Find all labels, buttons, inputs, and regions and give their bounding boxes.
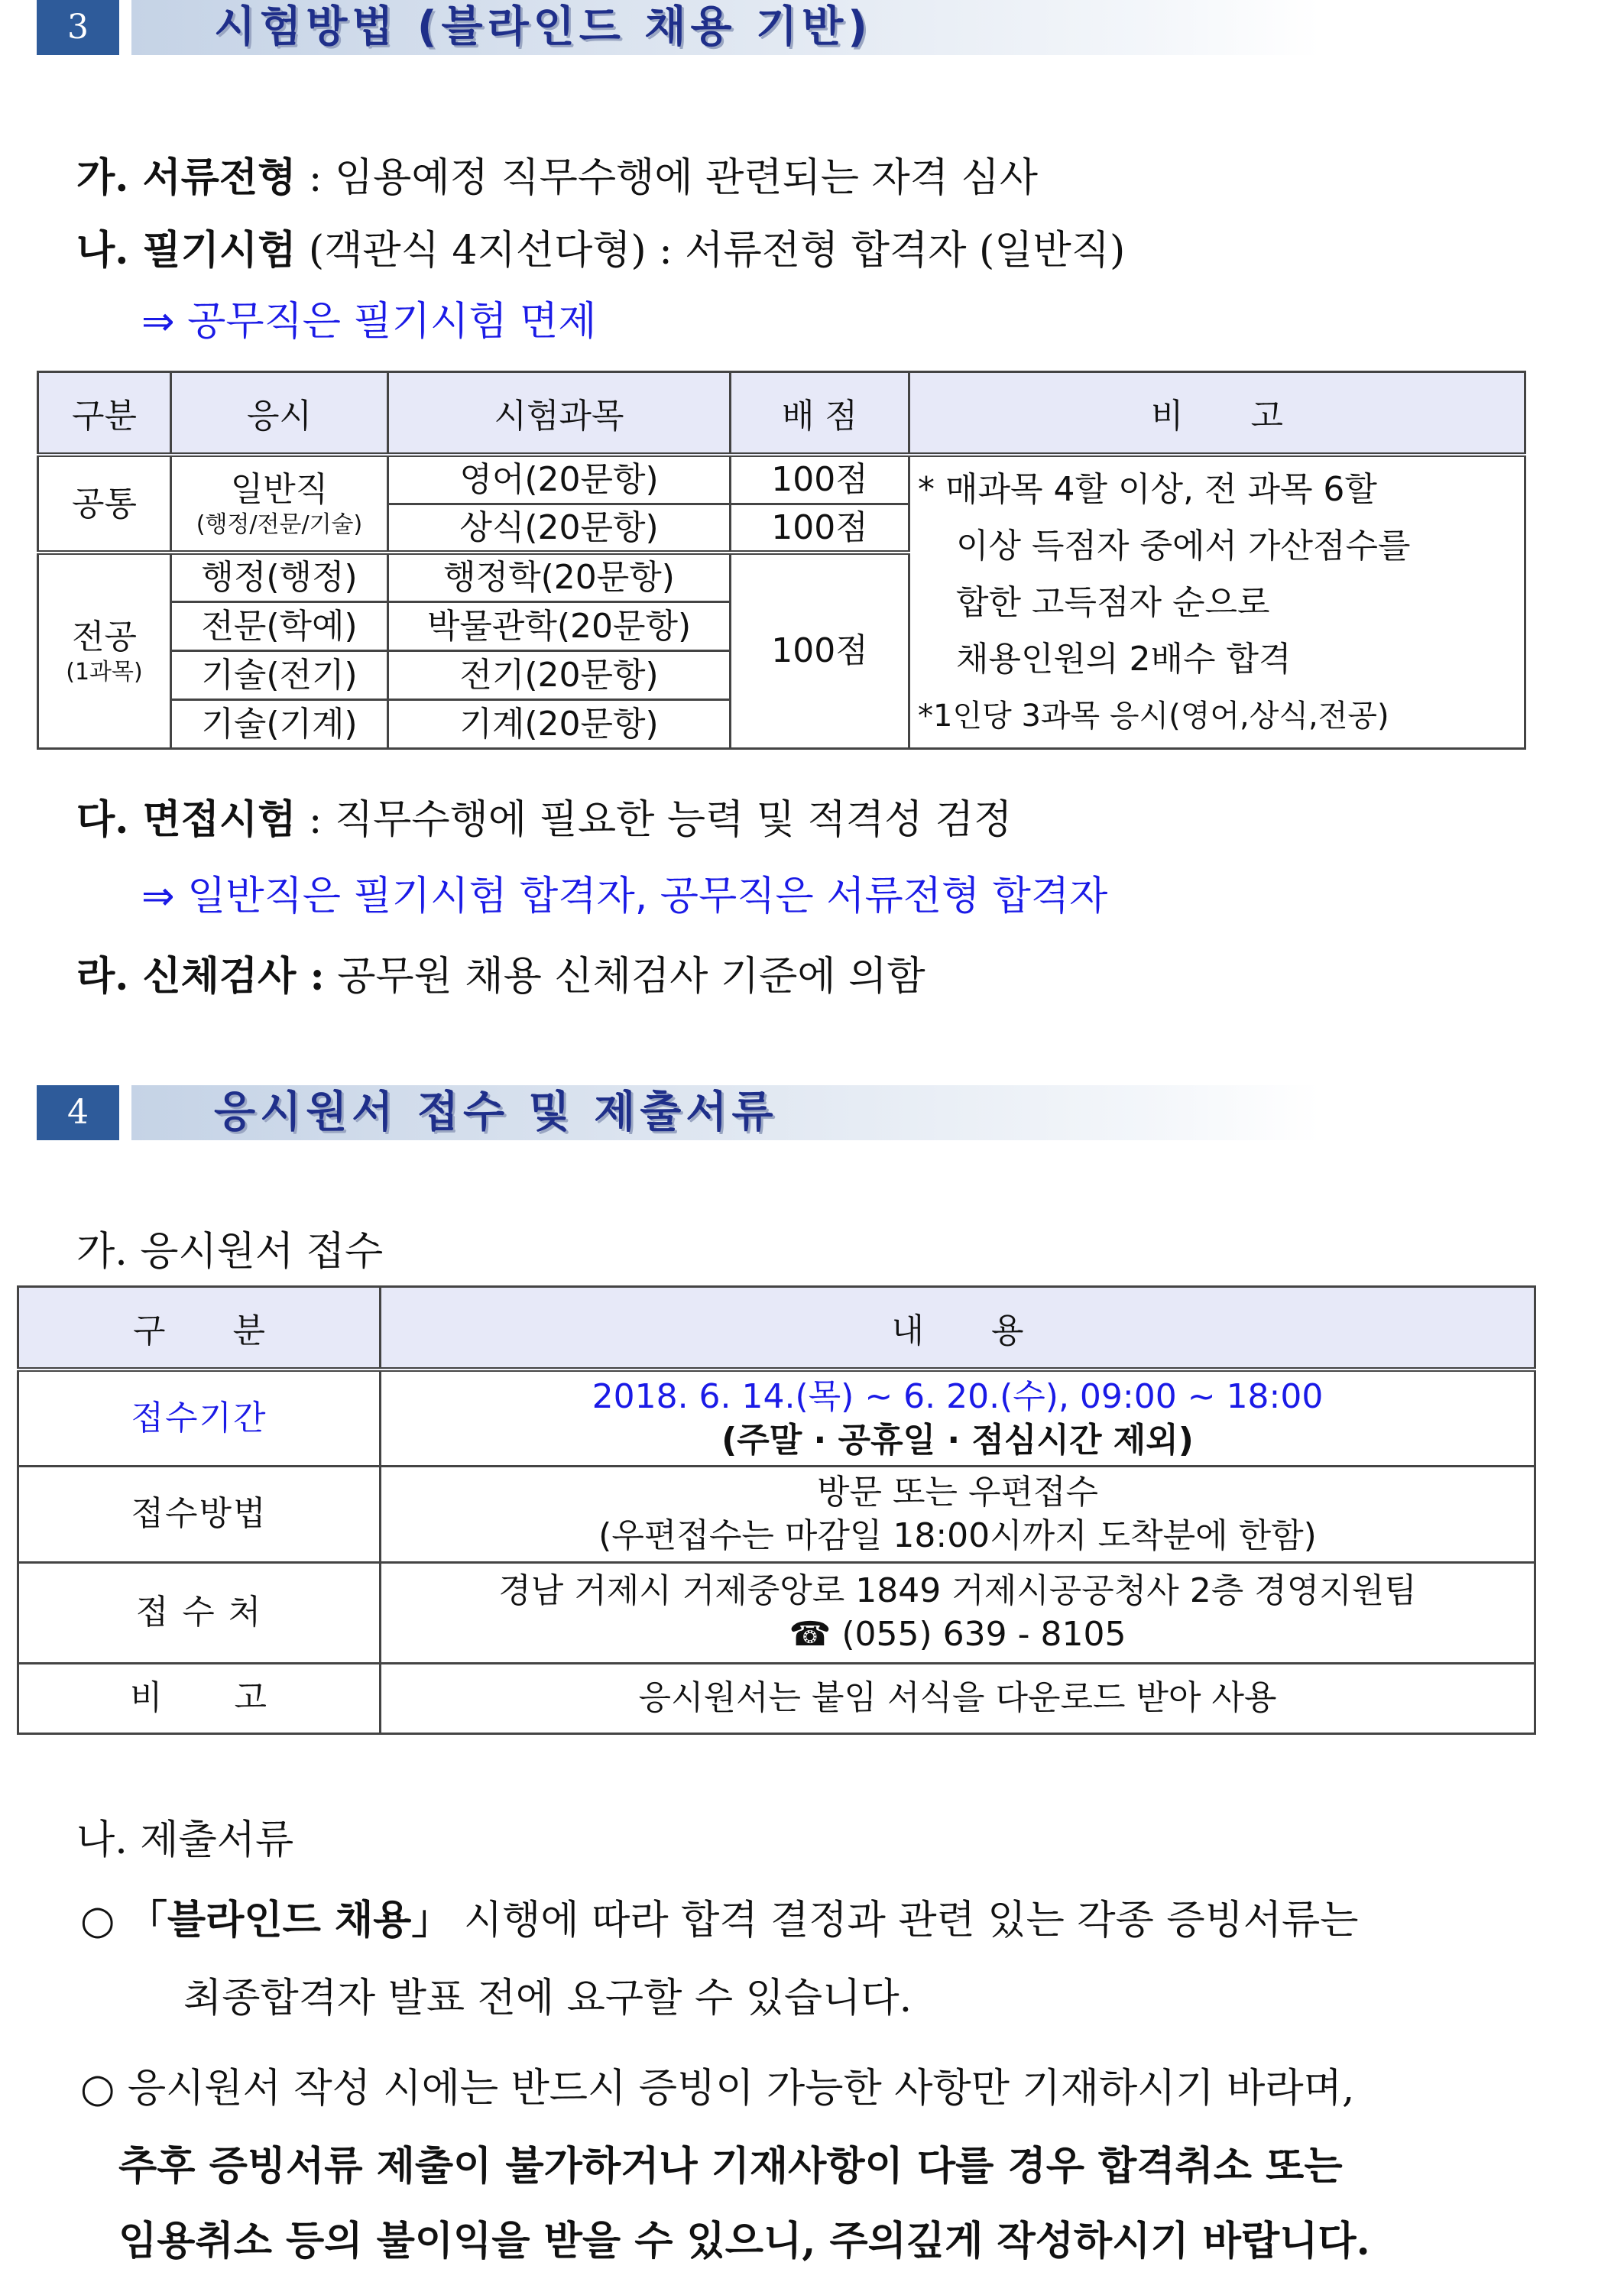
subject-cell: 기계(20문항) bbox=[388, 699, 731, 748]
period-value bbox=[381, 1370, 1535, 1466]
application-table-header bbox=[18, 1287, 1535, 1370]
bullet-1-bold: 「블라인드 채용」 bbox=[127, 1897, 452, 1943]
subject-common: 상식(20문항) bbox=[388, 504, 731, 553]
line-da bbox=[76, 787, 1012, 844]
line-ga-text: : 임용예정 직무수행에 관련되는 자격 심사 bbox=[296, 155, 1039, 201]
note-line: *1인당 3과목 응시(영어,상식,전공) bbox=[918, 699, 1389, 734]
remark-label: 비 고 bbox=[18, 1663, 381, 1733]
place-line1: 경남 거제시 거제중앙로 1849 거제시공공청사 2층 경영지원팀 bbox=[498, 1570, 1417, 1610]
application-table bbox=[17, 1285, 1536, 1735]
line-ga-label: 가. 서류전형 bbox=[76, 154, 297, 201]
section-3-header bbox=[37, 0, 1321, 55]
line-na-note: ⇒ 공무직은 필기시험 면제 bbox=[141, 299, 597, 345]
subsection-na: 나. 제출서류 bbox=[76, 1817, 294, 1863]
subsection-ga: 가. 응시원서 접수 bbox=[76, 1229, 384, 1275]
table-row bbox=[18, 1466, 1535, 1562]
section-4-title: 응시원서 접수 및 제출서류 bbox=[214, 1087, 778, 1137]
line-na-text: (객관식 4지선다형) : 서류전형 합격자 (일반직) bbox=[296, 228, 1126, 274]
table-row bbox=[18, 1663, 1535, 1733]
score-english: 100점 bbox=[731, 455, 909, 504]
exam-header-cell: 비 고 bbox=[909, 372, 1525, 455]
exam-table bbox=[37, 371, 1526, 750]
line-ra-label: 라. 신체검사 : bbox=[76, 953, 325, 1000]
table-row bbox=[18, 1562, 1535, 1663]
line-da-text: : 직무수행에 필요한 능력 및 적격성 검정 bbox=[296, 797, 1013, 843]
line-na bbox=[76, 218, 1125, 275]
note-line: * 매과목 4할 이상, 전 과목 6할 bbox=[918, 470, 1377, 509]
place-label: 접 수 처 bbox=[18, 1562, 381, 1663]
bullet-1-cont: 최종합격자 발표 전에 요구할 수 있습니다. bbox=[183, 1976, 912, 2021]
exam-header-cell: 시험과목 bbox=[388, 372, 731, 455]
general-apply bbox=[171, 455, 388, 553]
period-line2: (주말 · 공휴일 · 점심시간 제외) bbox=[721, 1420, 1194, 1460]
common-label: 공통 bbox=[38, 455, 171, 553]
exam-table-header bbox=[38, 372, 1525, 455]
bullet-1-text: 시행에 따라 합격 결정과 관련 있는 각종 증빙서류는 bbox=[463, 1898, 1359, 1943]
exam-header-cell: 배 점 bbox=[731, 372, 909, 455]
section-4-header bbox=[37, 1085, 1321, 1140]
apply-cell: 기술(기계) bbox=[171, 699, 388, 748]
table-row bbox=[38, 455, 1525, 504]
method-label: 접수방법 bbox=[18, 1466, 381, 1562]
method-line2: (우편접수는 마감일 18:00시까지 도착분에 한함) bbox=[598, 1516, 1317, 1555]
line-da-label: 다. 면접시험 bbox=[76, 796, 297, 843]
general-sub: (행정/전문/기술) bbox=[196, 511, 363, 538]
section-3-title: 시험방법 (블라인드 채용 기반) bbox=[214, 2, 872, 52]
note-line: 채용인원의 2배수 합격 bbox=[956, 640, 1292, 679]
line-na-label: 나. 필기시험 bbox=[76, 227, 297, 274]
place-value bbox=[381, 1562, 1535, 1663]
bullet-1 bbox=[80, 1888, 1359, 1945]
apply-cell: 기술(전기) bbox=[171, 650, 388, 699]
subject-cell: 행정학(20문항) bbox=[388, 553, 731, 601]
line-ra-text: 공무원 채용 신체검사 기준에 의함 bbox=[324, 954, 925, 1000]
line-ra bbox=[76, 944, 925, 1001]
apply-cell: 행정(행정) bbox=[171, 553, 388, 601]
period-label: 접수기간 bbox=[18, 1370, 381, 1466]
exam-header-cell: 응시 bbox=[171, 372, 388, 455]
exam-header-cell: 구분 bbox=[38, 372, 171, 455]
score-major: 100점 bbox=[731, 553, 909, 748]
section-3-number: 3 bbox=[37, 0, 119, 55]
method-value bbox=[381, 1466, 1535, 1562]
place-line2: ☎ (055) 639 - 8105 bbox=[789, 1615, 1126, 1654]
table-row bbox=[18, 1370, 1535, 1466]
general-label: 일반직 bbox=[230, 469, 329, 509]
major-label: 전공 bbox=[71, 617, 137, 656]
remark-value: 응시원서는 붙임 서식을 다운로드 받아 사용 bbox=[381, 1663, 1535, 1733]
app-header-cell: 내 용 bbox=[381, 1287, 1535, 1370]
note-line: 이상 득점자 중에서 가산점수를 bbox=[956, 527, 1411, 566]
app-header-cell: 구 분 bbox=[18, 1287, 381, 1370]
major-cell bbox=[38, 553, 171, 748]
subject-cell: 박물관학(20문항) bbox=[388, 601, 731, 650]
score-common: 100점 bbox=[731, 504, 909, 553]
method-line1: 방문 또는 우편접수 bbox=[816, 1472, 1098, 1512]
bullet-1-mark: ○ bbox=[80, 1898, 115, 1943]
section-4-number: 4 bbox=[37, 1085, 119, 1140]
apply-cell: 전문(학예) bbox=[171, 601, 388, 650]
bullet-2-bold-2: 임용취소 등의 불이익을 받을 수 있으니, 주의깊게 작성하시기 바랍니다. bbox=[118, 2218, 1370, 2264]
subject-cell: 전기(20문항) bbox=[388, 650, 731, 699]
subject-english: 영어(20문항) bbox=[388, 455, 731, 504]
note-line: 합한 고득점자 순으로 bbox=[956, 583, 1270, 622]
line-ga bbox=[76, 145, 1038, 203]
line-da-note: ⇒ 일반직은 필기시험 합격자, 공무직은 서류전형 합격자 bbox=[141, 874, 1108, 919]
major-sub: (1과목) bbox=[66, 658, 143, 686]
bullet-2-bold-1: 추후 증빙서류 제출이 불가하거나 기재사항이 다를 경우 합격취소 또는 bbox=[118, 2143, 1343, 2190]
period-line1: 2018. 6. 14.(목) ~ 6. 20.(수), 09:00 ~ 18:00 bbox=[592, 1376, 1324, 1416]
bullet-2: ○ 응시원서 작성 시에는 반드시 증빙이 가능한 사항만 기재하시기 바라며, bbox=[80, 2066, 1355, 2112]
exam-remarks bbox=[909, 455, 1525, 748]
